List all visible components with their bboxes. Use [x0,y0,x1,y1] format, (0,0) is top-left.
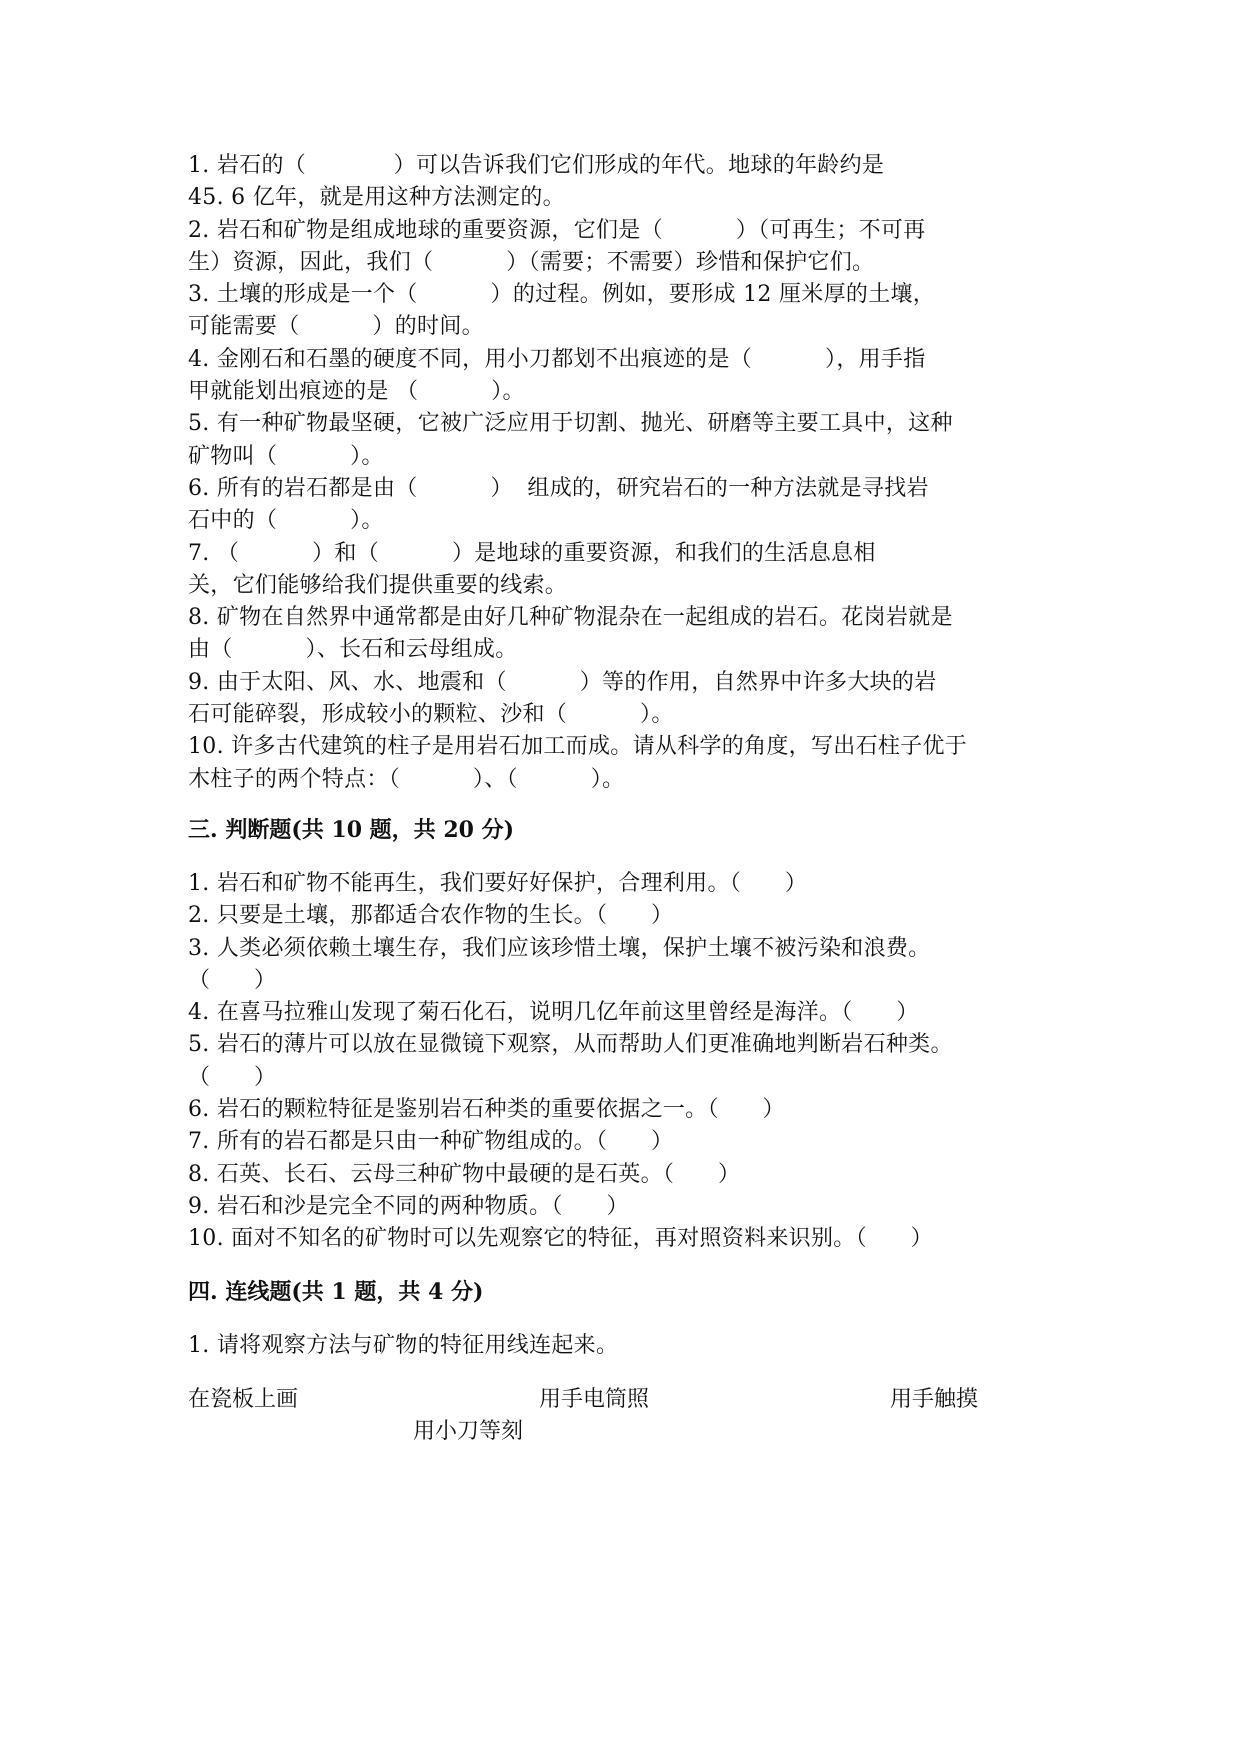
fill-line-7: 4. 金刚石和石墨的硬度不同，用小刀都划不出痕迹的是（ ），用手指 [188,346,926,372]
match-option-flashlight: 用手电筒照 [539,1386,650,1412]
fill-line-16: 由（ ）、长石和云母组成。 [188,637,518,663]
fill-line-20: 木柱子的两个特点：（ ）、（ ）。 [188,766,625,792]
judge-line-1: 1. 岩石和矿物不能再生，我们要好好保护，合理利用。（ ） [188,870,808,896]
judge-line-7: （ ） [188,1064,277,1090]
judge-line-4: （ ） [188,967,277,993]
fill-line-18: 石可能碎裂，形成较小的颗粒、沙和（ ）。 [188,702,674,728]
worksheet-page [188,150,1068,1448]
fill-line-17: 9. 由于太阳、风、水、地震和（ ）等的作用，自然界中许多大块的岩 [188,669,937,695]
fill-line-12: 石中的（ ）。 [188,508,384,534]
judge-line-5: 4. 在喜马拉雅山发现了菊石化石，说明几亿年前这里曾经是海洋。（ ） [188,1000,919,1026]
judge-line-6: 5. 岩石的薄片可以放在显微镜下观察，从而帮助人们更准确地判断岩石种类。 [188,1032,953,1058]
fill-line-3: 2. 岩石和矿物是组成地球的重要资源，它们是（ ）（可再生；不可再 [188,217,926,243]
judge-line-8: 6. 岩石的颗粒特征是鉴别岩石种类的重要依据之一。（ ） [188,1097,785,1123]
match-option-knife: 用小刀等刻 [413,1418,524,1444]
match-options-row-2 [188,1416,1068,1448]
match-option-porcelain: 在瓷板上画 [188,1386,299,1412]
fill-line-5: 3. 土壤的形成是一个（ ）的过程。例如，要形成 12 厘米厚的土壤， [188,282,936,308]
fill-line-11: 6. 所有的岩石都是由（ ） 组成的，研究岩石的一种方法就是寻找岩 [188,475,929,501]
fill-line-1: 1. 岩石的（ ）可以告诉我们它们形成的年代。地球的年龄约是 [188,153,885,178]
match-options-row-1 [188,1384,1068,1416]
judge-line-10: 8. 石英、长石、云母三种矿物中最硬的是石英。（ ） [188,1161,741,1187]
fill-line-6: 可能需要（ ）的时间。 [188,314,484,340]
fill-line-10: 矿物叫（ ）。 [188,443,384,469]
judge-line-9: 7. 所有的岩石都是只由一种矿物组成的。（ ） [188,1129,674,1155]
fill-line-15: 8. 矿物在自然界中通常都是由好几种矿物混杂在一起组成的岩石。花岗岩就是 [188,605,953,631]
fill-line-4: 生）资源，因此，我们（ ）（需要；不需要）珍惜和保护它们。 [188,249,875,275]
judge-line-2: 2. 只要是土壤，那都适合农作物的生长。（ ） [188,903,674,929]
fill-line-14: 关，它们能够给我们提供重要的线索。 [188,572,568,598]
judge-line-3: 3. 人类必须依赖土壤生存，我们应该珍惜土壤，保护土壤不被污染和浪费。 [188,935,931,961]
fill-line-13: 7. （ ）和（ ）是地球的重要资源，和我们的生活息息相 [188,540,876,566]
match-options [188,1384,1068,1448]
fill-in-blank-section [188,150,1068,796]
match-question: 1. 请将观察方法与矿物的特征用线连起来。 [188,1332,619,1358]
judge-line-11: 9. 岩石和沙是完全不同的两种物质。（ ） [188,1193,629,1219]
fill-line-19: 10. 许多古代建筑的柱子是用岩石加工而成。请从科学的角度，写出石柱子优于 [188,734,968,760]
fill-line-8: 甲就能划出痕迹的是 （ ）。 [188,379,525,405]
judge-line-12: 10. 面对不知名的矿物时可以先观察它的特征，再对照资料来识别。（ ） [188,1226,933,1252]
fill-line-9: 5. 有一种矿物最坚硬，它被广泛应用于切割、抛光、研磨等主要工具中，这种 [188,411,953,437]
match-option-touch: 用手触摸 [890,1386,979,1412]
judge-section-title: 三. 判断题(共 10 题，共 20 分) [188,816,515,843]
fill-line-2: 45. 6 亿年，就是用这种方法测定的。 [188,185,565,211]
match-section-title: 四. 连线题(共 1 题，共 4 分) [188,1278,484,1305]
judge-section [188,868,1068,1256]
